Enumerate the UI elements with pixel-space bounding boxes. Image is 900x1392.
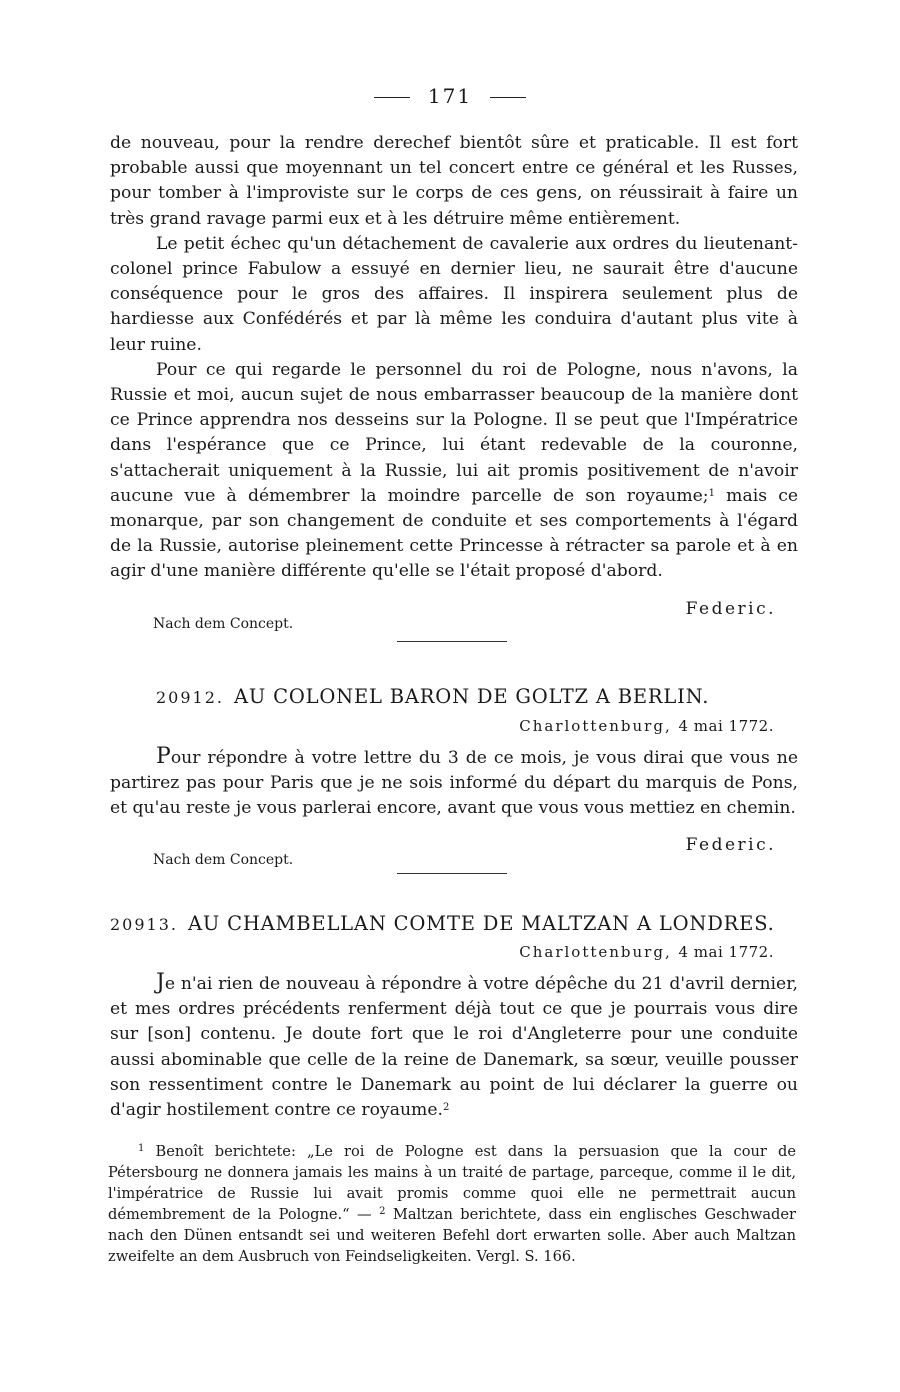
continuation-text <box>110 131 798 585</box>
section-divider-1 <box>397 641 507 642</box>
initial-letter: P <box>156 744 171 769</box>
footnote-mark-2: 2 <box>379 1206 386 1217</box>
footnote-1: Benoît berichtete: „Le roi de Pologne est dans la persuasion que la cour de Pétersbourg ne donnera jamais les mains à un traité de partage, parceque, comme il le dit, l'impératrice de Russie lui avait promis comme quoi elle ne permettrait aucun démembrement de la Pologne.“ — <box>108 1143 796 1223</box>
letter-number: 20912. <box>156 688 224 707</box>
footnote-text <box>108 1141 796 1267</box>
paragraph-3 <box>110 358 798 585</box>
page-number-header <box>0 84 900 108</box>
letter-title: AU CHAMBELLAN COMTE DE MALTZAN A LONDRES. <box>187 912 775 935</box>
letter-body-20912 <box>110 744 798 822</box>
dateline-place: Charlottenburg, <box>519 717 672 735</box>
source-note-2: Nach dem Concept. <box>153 852 294 868</box>
letter-heading-20913 <box>110 912 800 935</box>
paragraph-3-part-a: Pour ce qui regarde le personnel du roi de Pologne, nous n'avons, la Russie et moi, aucun sujet de nous embarrasser beaucoup de la manière dont ce Prince apprendra nos desseins sur la Pologne. Il se peut que l'Impératrice dans l'espérance que ce Prince, lui étant redevable de la couronne, s'attacherait uniquement à la Russie, lui ait promis positivement de n'avoir aucune vue à démembrer la moindre parcelle de son royaume; <box>110 359 798 506</box>
section-divider-2 <box>397 873 507 874</box>
letter-number: 20913. <box>110 915 178 934</box>
dateline-date: 4 mai 1772. <box>678 717 774 735</box>
paragraph-1: de nouveau, pour la rendre derechef bientôt sûre et praticable. Il est fort probable aussi que moyennant un tel concert entre ce général et les Russes, pour tomber à l'improviste sur le corps de ces gens, on réussirait à faire un très grand ravage parmi eux et à les détruire même entièrement. <box>110 133 798 229</box>
signature-1: Federic. <box>685 599 776 619</box>
dateline-date: 4 mai 1772. <box>678 943 774 961</box>
footnote-mark-1: 1 <box>138 1143 145 1154</box>
dateline-place: Charlottenburg, <box>519 943 672 961</box>
source-note-1: Nach dem Concept. <box>153 616 294 632</box>
letter-body-20913 <box>110 970 798 1123</box>
initial-letter: J <box>156 970 165 995</box>
letter-title: AU COLONEL BARON DE GOLTZ A BERLIN. <box>233 685 710 708</box>
letter-paragraph <box>110 970 798 1123</box>
letter-text: our répondre à votre lettre du 3 de ce mois, je vous dirai que vous ne partirez pas pour Paris que je ne sois informé du départ du marquis de Pons, et qu'au reste je vous parlerai encore, avant que vous vous mettiez en chemin. <box>110 748 798 819</box>
paragraph-3-part-b: mais ce monarque, par son changement de conduite et ses comportements à l'égard de la Russie, autorise pleinement cette Princesse à rétracter sa parole et à en agir d'une manière différente qu'elle se l'était proposé d'abord. <box>110 485 798 582</box>
letter-text: e n'ai rien de nouveau à répondre à votre dépêche du 21 d'avril dernier, et mes ordres précédents renferment déjà tout ce que je pourrais vous dire sur [son] contenu. Je doute fort que le roi d'Angleterre pour une conduite aussi abominable que celle de la reine de Danemark, sa sœur, veuille pousser son ressentiment contre le Danemark au point de lui déclarer la guerre ou d'agir hostilement contre ce royaume. <box>110 974 798 1121</box>
footnote-ref-2: 2 <box>442 1102 450 1114</box>
paragraph-2: Le petit échec qu'un détachement de cavalerie aux ordres du lieutenant-colonel prince Fabulow a essuyé en dernier lieu, ne saurait être d'aucune conséquence pour le gros des affaires. Il inspirera seulement plus de hardiesse aux Confédérés et par là même les conduira d'autant plus vite à leur ruine. <box>110 233 798 355</box>
footnote-ref-1: 1 <box>708 487 715 499</box>
header-rule-left <box>374 97 410 98</box>
footnote-2: Maltzan berichtete, dass ein englisches Geschwader nach den Dünen entsandt sei und weiteren Befehl dort erwarten solle. Aber auch Maltzan zweifelte an dem Ausbruch von Feindseligkeiten. Vergl. S. 166. <box>108 1206 796 1265</box>
footnotes <box>108 1141 796 1267</box>
signature-2: Federic. <box>685 835 776 855</box>
dateline-20913 <box>519 943 774 961</box>
header-rule-right <box>490 97 526 98</box>
letter-heading-20912 <box>156 685 846 708</box>
page-number: 171 <box>427 84 473 108</box>
dateline-20912 <box>519 717 774 735</box>
letter-paragraph <box>110 744 798 822</box>
